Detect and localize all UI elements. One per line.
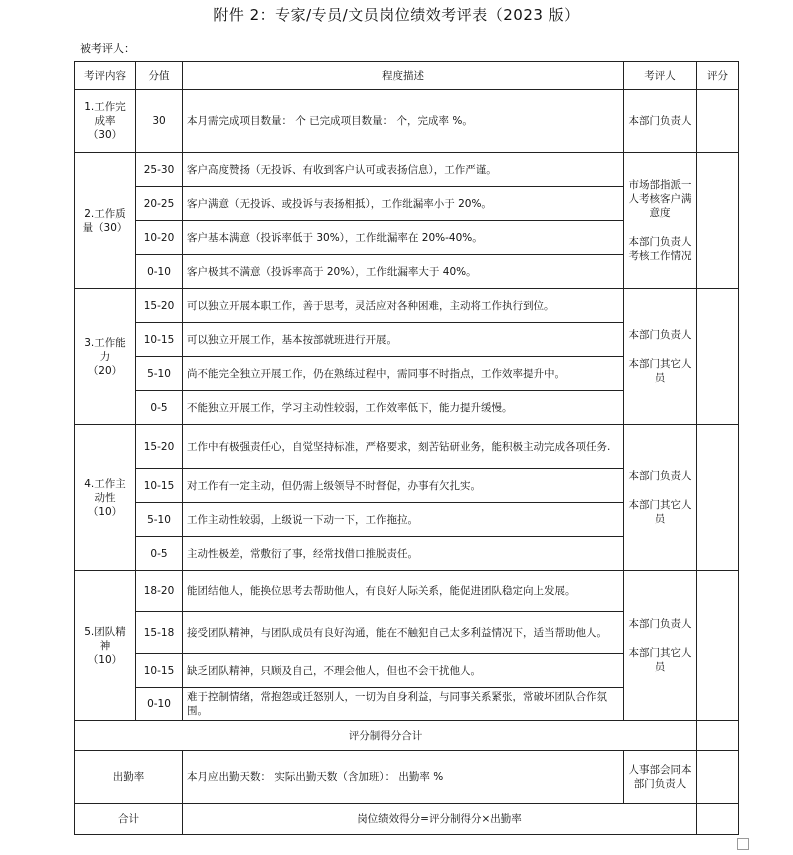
score-description: 工作主动性较弱，上级说一下动一下，工作拖拉。 (183, 503, 624, 537)
attendance-score-cell[interactable] (697, 751, 739, 804)
score-cell[interactable] (697, 425, 739, 571)
score-description: 缺乏团队精神，只顾及自己，不理会他人，但也不会干扰他人。 (183, 654, 624, 688)
section-name: 3.工作能力 （20） (75, 289, 136, 425)
header-score: 评分 (697, 62, 739, 90)
score-range: 0-5 (136, 391, 183, 425)
table-row (75, 153, 739, 187)
score-description: 可以独立开展工作，基本按部就班进行开展。 (183, 323, 624, 357)
score-range: 30 (136, 90, 183, 153)
total-formula: 岗位绩效得分=评分制得分×出勤率 (183, 804, 697, 835)
score-range: 20-25 (136, 187, 183, 221)
subtotal-label: 评分制得分合计 (75, 721, 697, 751)
subtotal-score-cell[interactable] (697, 721, 739, 751)
section-name: 4.工作主动性 （10） (75, 425, 136, 571)
score-cell[interactable] (697, 571, 739, 721)
total-row (75, 804, 739, 835)
table-row (75, 425, 739, 469)
score-description: 客户基本满意（投诉率低于 30%），工作纰漏率在 20%-40%。 (183, 221, 624, 255)
subtotal-row (75, 721, 739, 751)
document-title: 附件 2：专家/专员/文员岗位绩效考评表（2023 版） (213, 6, 580, 24)
score-description: 可以独立开展本职工作，善于思考，灵活应对各种困难，主动将工作执行到位。 (183, 289, 624, 323)
header-content: 考评内容 (75, 62, 136, 90)
attendance-description: 本月应出勤天数： 实际出勤天数（含加班）： 出勤率 % (183, 751, 624, 804)
score-range: 5-10 (136, 357, 183, 391)
score-range: 10-15 (136, 323, 183, 357)
attendance-rater: 人事部会同本部门负责人 (624, 751, 697, 804)
score-range: 15-18 (136, 612, 183, 654)
rater-cell: 市场部指派一人考核客户满意度 本部门负责人考核工作情况 (624, 153, 697, 289)
attendance-row (75, 751, 739, 804)
rater-cell: 本部门负责人 本部门其它人员 (624, 289, 697, 425)
section-name: 2.工作质量（30） (75, 153, 136, 289)
score-range: 0-10 (136, 688, 183, 721)
score-description: 主动性极差，常敷衍了事，经常找借口推脱责任。 (183, 537, 624, 571)
total-label: 合计 (75, 804, 183, 835)
total-score-cell[interactable] (697, 804, 739, 835)
table-row (75, 289, 739, 323)
score-cell[interactable] (697, 289, 739, 425)
subject-label: 被考评人： (80, 42, 135, 55)
score-range: 25-30 (136, 153, 183, 187)
score-range: 18-20 (136, 571, 183, 612)
score-description: 客户满意（无投诉、或投诉与表扬相抵），工作纰漏率小于 20%。 (183, 187, 624, 221)
score-description: 接受团队精神，与团队成员有良好沟通，能在不触犯自己太多利益情况下，适当帮助他人。 (183, 612, 624, 654)
score-description: 本月需完成项目数量： 个 已完成项目数量： 个，完成率 %。 (183, 90, 624, 153)
score-range: 10-15 (136, 654, 183, 688)
score-description: 不能独立开展工作，学习主动性较弱，工作效率低下，能力提升缓慢。 (183, 391, 624, 425)
score-description: 难于控制情绪，常抱怨或迁怒别人，一切为自身利益，与同事关系紧张，常破坏团队合作氛围。 (183, 688, 624, 721)
score-range: 5-10 (136, 503, 183, 537)
section-name: 5.团队精神 （10） (75, 571, 136, 721)
score-range: 10-15 (136, 469, 183, 503)
section-name: 1.工作完成率 （30） (75, 90, 136, 153)
score-range: 15-20 (136, 425, 183, 469)
score-cell[interactable] (697, 153, 739, 289)
score-range: 0-10 (136, 255, 183, 289)
header-rater: 考评人 (624, 62, 697, 90)
score-description: 对工作有一定主动，但仍需上级领导不时督促，办事有欠扎实。 (183, 469, 624, 503)
score-range: 10-20 (136, 221, 183, 255)
score-cell[interactable] (697, 90, 739, 153)
score-range: 0-5 (136, 537, 183, 571)
evaluation-table (74, 61, 739, 835)
score-description: 客户高度赞扬（无投诉、有收到客户认可或表扬信息），工作严谨。 (183, 153, 624, 187)
header-description: 程度描述 (183, 62, 624, 90)
score-description: 工作中有极强责任心，自觉坚持标准，严格要求，刻苦钻研业务，能积极主动完成各项任务. (183, 425, 624, 469)
score-description: 尚不能完全独立开展工作，仍在熟练过程中，需同事不时指点，工作效率提升中。 (183, 357, 624, 391)
rater-cell: 本部门负责人 本部门其它人员 (624, 425, 697, 571)
page-corner-marker (737, 838, 749, 850)
table-row (75, 571, 739, 612)
score-description: 能团结他人，能换位思考去帮助他人，有良好人际关系，能促进团队稳定向上发展。 (183, 571, 624, 612)
header-row (75, 62, 739, 90)
table-row (75, 90, 739, 153)
header-score-range: 分值 (136, 62, 183, 90)
rater-cell: 本部门负责人 本部门其它人员 (624, 571, 697, 721)
score-description: 客户极其不满意（投诉率高于 20%），工作纰漏率大于 40%。 (183, 255, 624, 289)
score-range: 15-20 (136, 289, 183, 323)
attendance-label: 出勤率 (75, 751, 183, 804)
rater-cell: 本部门负责人 (624, 90, 697, 153)
